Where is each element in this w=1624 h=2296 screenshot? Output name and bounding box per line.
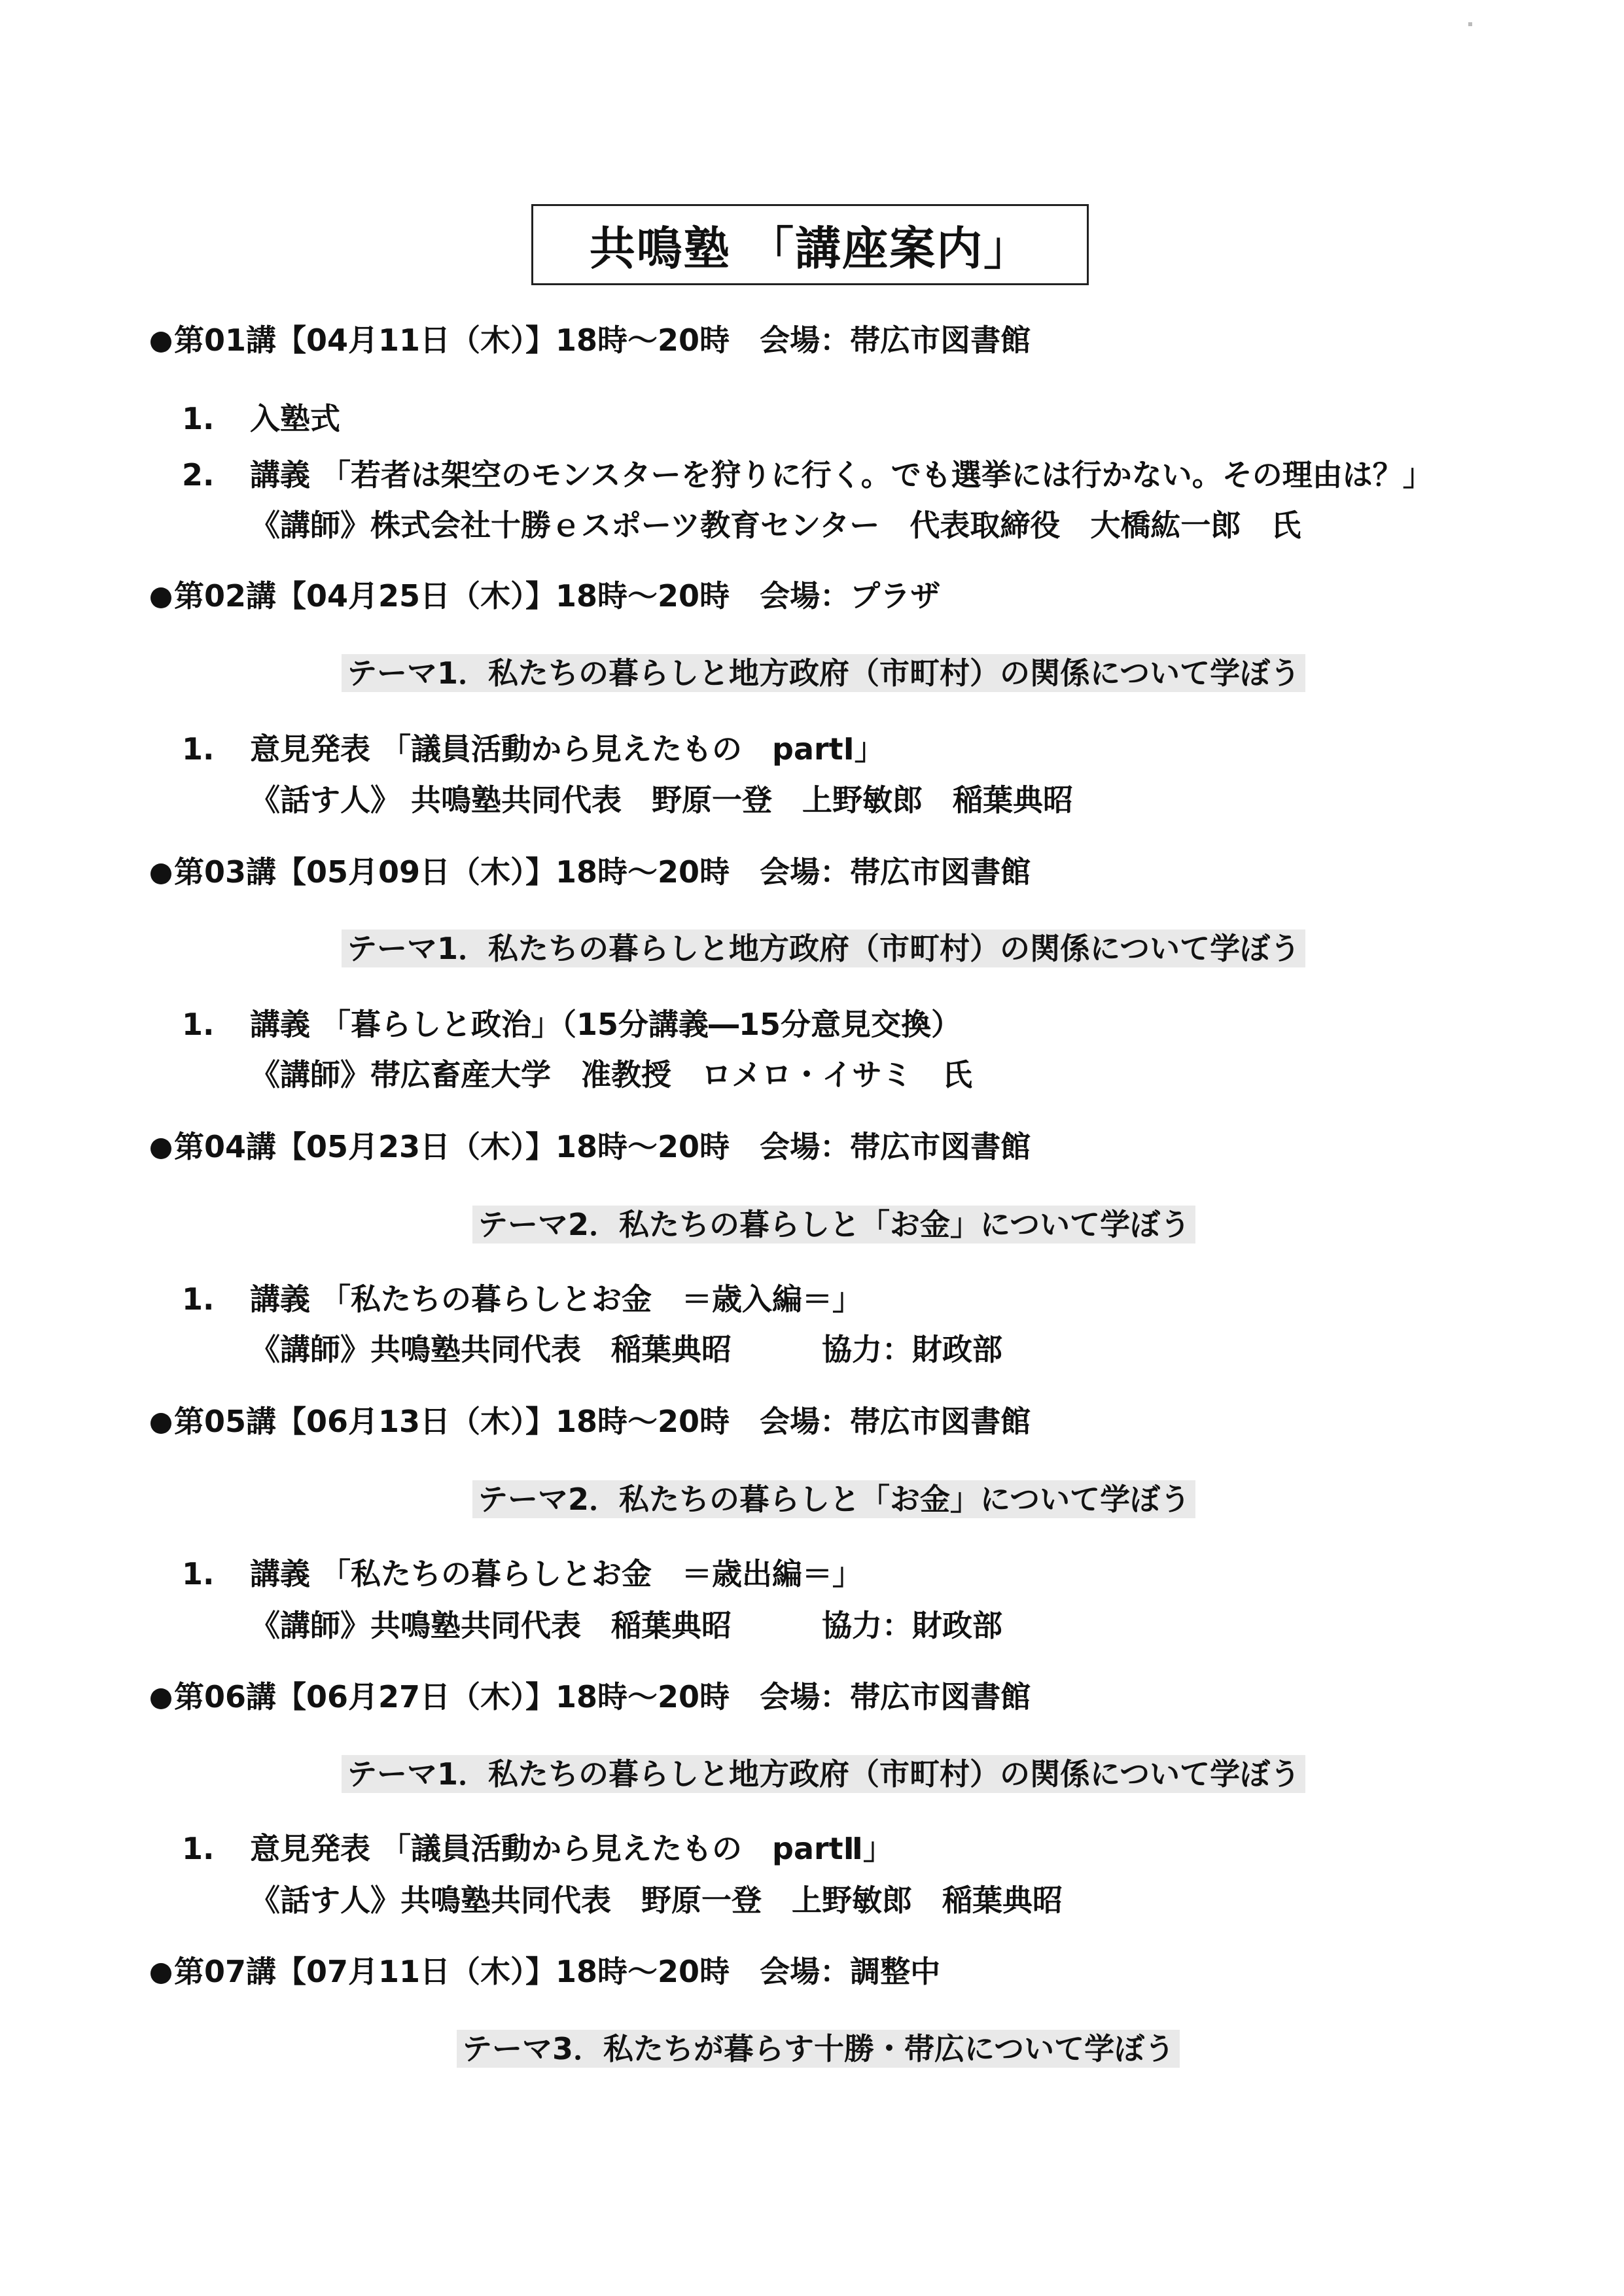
item-number: 1.: [182, 731, 215, 767]
session-header-text: 第02講【04月25日（木）】18時～20時 会場：プラザ: [174, 578, 941, 614]
item-text: 講義 「私たちの暮らしとお金 ＝歳出編＝」: [250, 1556, 863, 1592]
bullet-icon: [150, 1413, 171, 1434]
session-header-text: 第05講【06月13日（木）】18時～20時 会場：帯広市図書館: [174, 1404, 1031, 1439]
session-header: [150, 854, 1031, 890]
session-header: [150, 1679, 1031, 1714]
theme-line: テーマ3．私たちが暮らす十勝・帯広について学ぼう: [457, 2030, 1180, 2068]
bullet-icon: [150, 1963, 171, 1984]
theme-line: テーマ2．私たちの暮らしと「お金」について学ぼう: [472, 1206, 1195, 1244]
page-title: 共鳴塾 「講座案内」: [589, 221, 1031, 275]
speaker-line: 《講師》共鳴塾共同代表 稲葉典昭 協力：財政部: [250, 1608, 1002, 1643]
item-text: 意見発表 「議員活動から見えたもの partⅡ」: [250, 1831, 893, 1866]
bullet-icon: [150, 332, 171, 353]
session-header: [150, 1954, 941, 1989]
item-text: 入塾式: [250, 401, 340, 436]
session-header: [150, 578, 941, 614]
session-header-text: 第04講【05月23日（木）】18時～20時 会場：帯広市図書館: [174, 1129, 1031, 1164]
bullet-icon: [150, 863, 171, 884]
item-number: 2.: [182, 457, 215, 493]
item-text: 講義 「若者は架空のモンスターを狩りに行く。でも選挙には行かない。その理由は？」: [250, 457, 1433, 493]
speaker-line: 《話す人》 共鳴塾共同代表 野原一登 上野敏郎 稲葉典昭: [250, 782, 1074, 818]
speaker-line: 《講師》帯広畜産大学 准教授 ロメロ・イサミ 氏: [250, 1057, 972, 1092]
item-text: 講義 「暮らしと政治」（15分講義―15分意見交換）: [250, 1007, 962, 1042]
speaker-line: 《話す人》共鳴塾共同代表 野原一登 上野敏郎 稲葉典昭: [250, 1883, 1063, 1918]
item-text: 意見発表 「議員活動から見えたもの partⅠ」: [250, 731, 885, 767]
item-number: 1.: [182, 1281, 215, 1317]
session-header-text: 第06講【06月27日（木）】18時～20時 会場：帯広市図書館: [174, 1679, 1031, 1714]
title-box: [531, 204, 1089, 285]
speaker-line: 《講師》株式会社十勝ｅスポーツ教育センター 代表取締役 大橋紘一郎 氏: [250, 508, 1301, 543]
item-number: 1.: [182, 1831, 215, 1866]
speaker-line: 《講師》共鳴塾共同代表 稲葉典昭 協力：財政部: [250, 1332, 1002, 1367]
theme-line: テーマ1．私たちの暮らしと地方政府（市町村）の関係について学ぼう: [342, 654, 1305, 692]
session-header: [150, 1129, 1031, 1164]
session-header-text: 第01講【04月11日（木）】18時～20時 会場：帯広市図書館: [174, 322, 1031, 358]
theme-line: テーマ1．私たちの暮らしと地方政府（市町村）の関係について学ぼう: [342, 1755, 1305, 1793]
bullet-icon: [150, 1138, 171, 1159]
session-header: [150, 322, 1031, 358]
scan-speck: [1468, 22, 1472, 26]
session-header-text: 第03講【05月09日（木）】18時～20時 会場：帯広市図書館: [174, 854, 1031, 890]
theme-line: テーマ2．私たちの暮らしと「お金」について学ぼう: [472, 1480, 1195, 1518]
session-header-text: 第07講【07月11日（木）】18時～20時 会場：調整中: [174, 1954, 941, 1989]
session-header: [150, 1404, 1031, 1439]
item-number: 1.: [182, 1556, 215, 1592]
theme-line: テーマ1．私たちの暮らしと地方政府（市町村）の関係について学ぼう: [342, 930, 1305, 967]
bullet-icon: [150, 587, 171, 608]
item-number: 1.: [182, 401, 215, 436]
item-text: 講義 「私たちの暮らしとお金 ＝歳入編＝」: [250, 1281, 863, 1317]
bullet-icon: [150, 1688, 171, 1709]
item-number: 1.: [182, 1007, 215, 1042]
